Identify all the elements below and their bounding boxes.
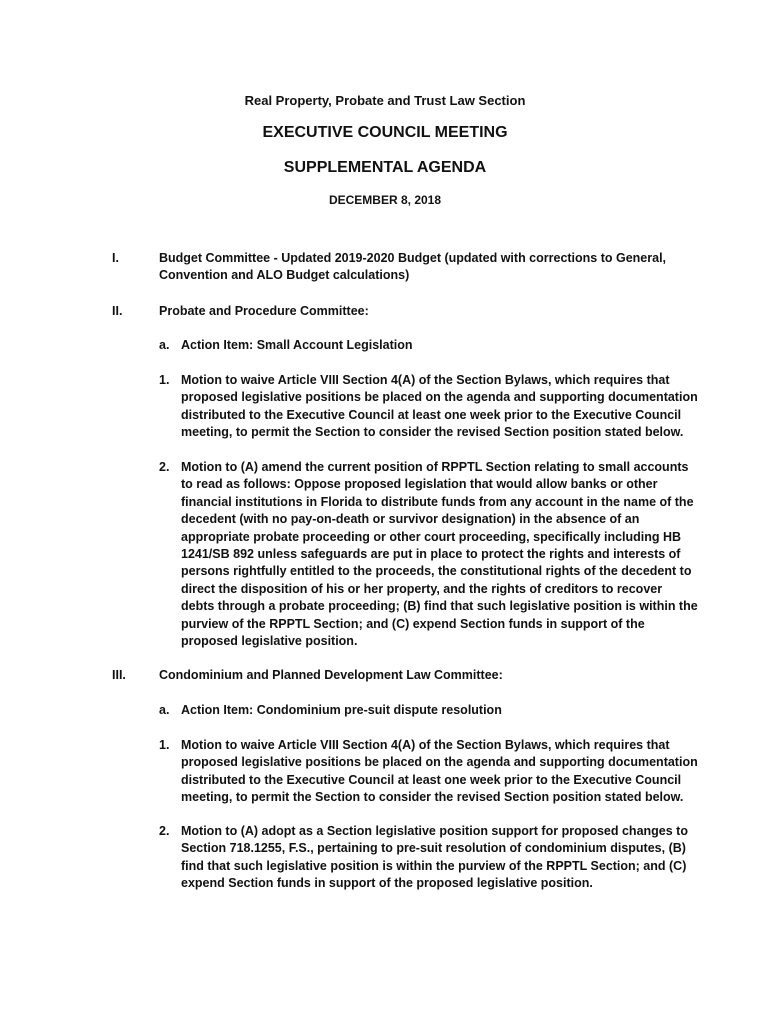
motion-text: Motion to waive Article VIII Section 4(A) of the Section Bylaws, which requires that proposed legislative positions be placed on the agenda and supporting documentation distributed to the Executive Council at least one week prior to the Executive Council meeting, to permit the Section to consider the revised Section position stated below. [181, 373, 698, 440]
meeting-date: DECEMBER 8, 2018 [328, 193, 442, 207]
section-title: Budget Committee - Updated 2019-2020 Budget (updated with corrections to General, Convention and ALO Budget calculations) [159, 251, 667, 283]
motion-text: Motion to (A) adopt as a Section legislative position support for proposed changes to Section 718.1255, F.S., pertaining to pre-suit resolution of condominium disputes, (B) find that such legislative position is within the purview of the RPPTL Section; and (C) expend Section funds in support of the proposed legislative position. [181, 824, 688, 891]
action-item-label: a. [159, 703, 170, 717]
motion-number: 1. [159, 738, 170, 752]
section-title: Probate and Procedure Committee: [159, 304, 369, 318]
section-numeral: III. [112, 668, 126, 682]
action-item: Action Item: Small Account Legislation [181, 338, 413, 352]
motion-text: Motion to (A) amend the current position of RPPTL Section relating to small accounts to read as follows: Oppose proposed legislation that would allow banks or other financial institutions in Florida to distribute funds from any account in the name of the decedent (with no pay-on-death or survivor designation) in the absence of an appropriate probate proceeding or other court proceeding, specifically including HB 1241/SB 892 unless safeguards are put in place to protect the rights and interests of persons rightfully entitled to the proceeds, the constitutional rights of the decedent to direct the disposition of his or her property, and the rights of creditors to recover debts through a probate proceeding; (B) find that such legislative position is within the purview of the RPPTL Section; and (C) expend Section funds in support of the proposed legislative position. [181, 460, 698, 649]
document-title: EXECUTIVE COUNCIL MEETING [262, 124, 508, 141]
section-name: Real Property, Probate and Trust Law Section [244, 93, 526, 108]
section-title: Condominium and Planned Development Law Committee: [159, 668, 503, 682]
motion-number: 1. [159, 373, 170, 387]
motion-number: 2. [159, 460, 170, 474]
action-item-label: a. [159, 338, 170, 352]
section-numeral: I. [112, 251, 119, 265]
motion-number: 2. [159, 824, 170, 838]
motion-text: Motion to waive Article VIII Section 4(A) of the Section Bylaws, which requires that proposed legislative positions be placed on the agenda and supporting documentation distributed to the Executive Council at least one week prior to the Executive Council meeting, to permit the Section to consider the revised Section position stated below. [181, 738, 698, 805]
document-subtitle: SUPPLEMENTAL AGENDA [283, 159, 487, 176]
section-numeral: II. [112, 304, 123, 318]
action-item: Action Item: Condominium pre-suit dispute resolution [181, 703, 502, 717]
